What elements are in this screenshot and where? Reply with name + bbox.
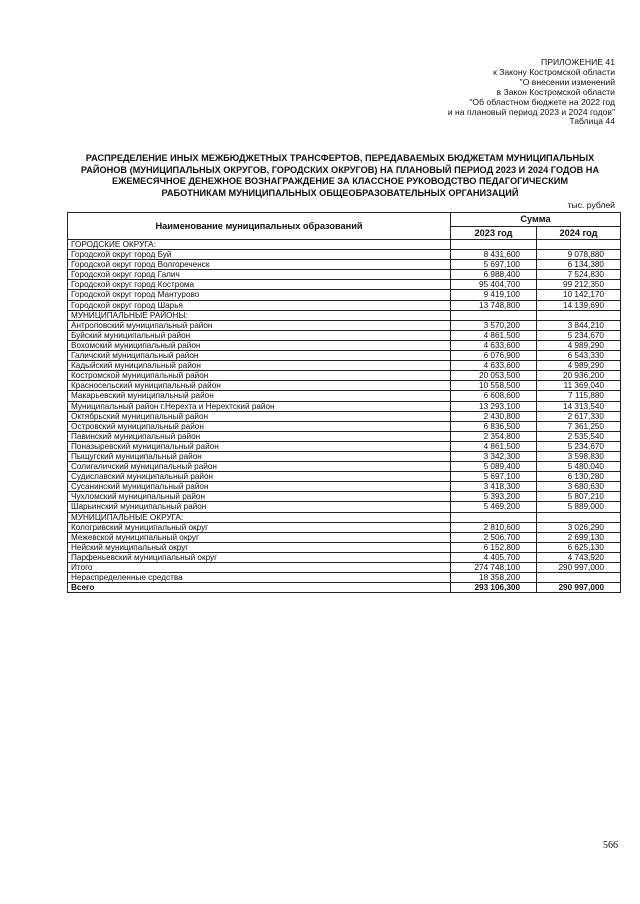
value-2024-cell: 10 142,170 <box>537 290 621 300</box>
table-row <box>68 300 621 310</box>
table-row <box>68 391 621 401</box>
value-2024-cell: 2 617,330 <box>537 411 621 421</box>
row-name-cell: Галичский муниципальный район <box>68 351 451 361</box>
value-2023-cell: 9 419,100 <box>451 290 537 300</box>
value-2024-cell: 99 212,350 <box>537 280 621 290</box>
row-name-cell: Городской округ город Кострома <box>68 280 451 290</box>
table-row <box>68 290 621 300</box>
row-name-cell: Чухломский муниципальный район <box>68 492 451 502</box>
table-row <box>68 451 621 461</box>
header-line: "О внесении изменений <box>519 76 615 87</box>
row-name-cell: Солигаличский муниципальный район <box>68 462 451 472</box>
value-2024-cell: 4 989,290 <box>537 340 621 350</box>
value-2024-cell: 5 234,670 <box>537 441 621 451</box>
row-name-cell: Всего <box>68 583 451 593</box>
value-2024-cell: 3 844,210 <box>537 320 621 330</box>
value-2023-cell: 13 293,100 <box>451 401 537 411</box>
value-2024-cell: 6 625,130 <box>537 542 621 552</box>
table-row <box>68 330 621 340</box>
table-row <box>68 472 621 482</box>
table-row <box>68 482 621 492</box>
value-2024-cell: 3 680,630 <box>537 482 621 492</box>
value-2023-cell <box>451 310 537 320</box>
value-2023-cell: 6 076,900 <box>451 351 537 361</box>
value-2023-cell: 4 633,600 <box>451 340 537 350</box>
row-name-cell: Судиславский муниципальный район <box>68 472 451 482</box>
row-name-cell: Вохомский муниципальный район <box>68 340 451 350</box>
table-row <box>68 351 621 361</box>
value-2023-cell: 4 861,500 <box>451 330 537 340</box>
row-name-cell: Муниципальный район г.Нерехта и Нерехтский район <box>68 401 451 411</box>
total-row <box>68 583 621 593</box>
value-2023-cell: 10 558,500 <box>451 381 537 391</box>
value-2023-cell: 3 418,300 <box>451 482 537 492</box>
table-row <box>68 320 621 330</box>
value-2023-cell: 6 152,800 <box>451 542 537 552</box>
value-2023-cell <box>451 240 537 250</box>
value-2024-cell: 5 807,210 <box>537 492 621 502</box>
value-2023-cell: 6 988,400 <box>451 270 537 280</box>
value-2024-cell: 7 524,830 <box>537 270 621 280</box>
value-2024-cell: 6 543,330 <box>537 351 621 361</box>
row-name-cell: МУНИЦИПАЛЬНЫЕ ОКРУГА: <box>68 512 451 522</box>
table-row <box>68 573 621 583</box>
row-name-cell: Городской округ город Шарья <box>68 300 451 310</box>
value-2024-cell: 2 535,540 <box>537 431 621 441</box>
column-header-2023: 2023 год <box>451 226 537 240</box>
value-2023-cell: 3 570,200 <box>451 320 537 330</box>
value-2024-cell: 5 480,040 <box>537 462 621 472</box>
value-2024-cell: 290 997,000 <box>537 563 621 573</box>
value-2024-cell: 14 313,540 <box>537 401 621 411</box>
row-name-cell: Буйский муниципальный район <box>68 330 451 340</box>
table-row <box>68 532 621 542</box>
table-row <box>68 441 621 451</box>
value-2024-cell: 3 026,290 <box>537 522 621 532</box>
value-2023-cell: 2 354,800 <box>451 431 537 441</box>
row-name-cell: Городской округ город Мантурово <box>68 290 451 300</box>
table-row <box>68 563 621 573</box>
section-row <box>68 512 621 522</box>
row-name-cell: МУНИЦИПАЛЬНЫЕ РАЙОНЫ: <box>68 310 451 320</box>
value-2023-cell: 2 810,600 <box>451 522 537 532</box>
table-row <box>68 462 621 472</box>
row-name-cell: Красносельский муниципальный район <box>68 381 451 391</box>
row-name-cell: ГОРОДСКИЕ ОКРУГА: <box>68 240 451 250</box>
value-2024-cell <box>537 573 621 583</box>
row-name-cell: Поназыревский муниципальный район <box>68 441 451 451</box>
header-line: Таблица 44 <box>569 116 615 127</box>
value-2023-cell: 6 836,500 <box>451 421 537 431</box>
row-name-cell: Городской округ город Буй <box>68 250 451 260</box>
value-2023-cell: 293 106,300 <box>451 583 537 593</box>
table-row <box>68 522 621 532</box>
row-name-cell: Нейский муниципальный округ <box>68 542 451 552</box>
page-number: 566 <box>603 840 618 851</box>
value-2023-cell: 4 633,600 <box>451 361 537 371</box>
value-2023-cell: 95 404,700 <box>451 280 537 290</box>
value-2024-cell: 4 989,290 <box>537 361 621 371</box>
value-2023-cell: 4 861,500 <box>451 441 537 451</box>
value-2023-cell: 5 469,200 <box>451 502 537 512</box>
column-header-2024: 2024 год <box>537 226 621 240</box>
section-row <box>68 310 621 320</box>
row-name-cell: Парфеньевский муниципальный округ <box>68 552 451 562</box>
title-line: РАСПРЕДЕЛЕНИЕ ИНЫХ МЕЖБЮДЖЕТНЫХ ТРАНСФЕРТОВ, ПЕРЕДАВАЕМЫХ БЮДЖЕТАМ МУНИЦИПАЛЬНЫХ <box>85 153 595 163</box>
value-2024-cell: 6 134,380 <box>537 260 621 270</box>
value-2024-cell: 9 078,880 <box>537 250 621 260</box>
row-name-cell: Павинский муниципальный район <box>68 431 451 441</box>
value-2023-cell: 13 748,800 <box>451 300 537 310</box>
value-2024-cell <box>537 512 621 522</box>
value-2024-cell: 11 369,040 <box>537 381 621 391</box>
table-row <box>68 270 621 280</box>
table-row <box>68 361 621 371</box>
table-row <box>68 411 621 421</box>
row-name-cell: Шарьинский муниципальный район <box>68 502 451 512</box>
table-row <box>68 542 621 552</box>
table-row <box>68 492 621 502</box>
header-line: в Закон Костромской области <box>496 86 615 97</box>
value-2024-cell: 20 936,200 <box>537 371 621 381</box>
table-row <box>68 371 621 381</box>
value-2024-cell: 5 889,000 <box>537 502 621 512</box>
value-2023-cell: 18 358,200 <box>451 573 537 583</box>
column-header-name: Наименование муниципальных образований <box>68 213 451 240</box>
row-name-cell: Межевской муниципальный округ <box>68 532 451 542</box>
value-2023-cell: 4 405,700 <box>451 552 537 562</box>
table-row <box>68 280 621 290</box>
row-name-cell: Макарьевский муниципальный район <box>68 391 451 401</box>
table-row <box>68 340 621 350</box>
value-2023-cell <box>451 512 537 522</box>
value-2023-cell: 274 748,100 <box>451 563 537 573</box>
value-2024-cell: 7 361,250 <box>537 421 621 431</box>
title-line: ЕЖЕМЕСЯЧНОЕ ДЕНЕЖНОЕ ВОЗНАГРАЖДЕНИЕ ЗА КЛАССНОЕ РУКОВОДСТВО ПЕДАГОГИЧЕСКИМ <box>111 176 569 187</box>
transfers-table <box>67 212 621 593</box>
table-header-row <box>68 213 621 227</box>
value-2023-cell: 5 393,200 <box>451 492 537 502</box>
table-row <box>68 250 621 260</box>
row-name-cell: Островский муниципальный район <box>68 421 451 431</box>
appendix-header <box>285 58 615 127</box>
value-2023-cell: 5 697,100 <box>451 260 537 270</box>
table-row <box>68 502 621 512</box>
table-row <box>68 381 621 391</box>
header-line: ПРИЛОЖЕНИЕ 41 <box>541 57 615 67</box>
table-row <box>68 552 621 562</box>
row-name-cell: Городской округ город Галич <box>68 270 451 280</box>
value-2023-cell: 5 089,400 <box>451 462 537 472</box>
header-line: к Закону Костромской области <box>493 66 615 77</box>
row-name-cell: Октябрьский муниципальный район <box>68 411 451 421</box>
value-2023-cell: 20 053,500 <box>451 371 537 381</box>
value-2023-cell: 8 431,600 <box>451 250 537 260</box>
section-row <box>68 240 621 250</box>
row-name-cell: Пыщугский муниципальный район <box>68 451 451 461</box>
value-2024-cell: 290 997,000 <box>537 583 621 593</box>
row-name-cell: Кадыйский муниципальный район <box>68 361 451 371</box>
value-2024-cell <box>537 310 621 320</box>
value-2023-cell: 2 506,700 <box>451 532 537 542</box>
row-name-cell: Итого <box>68 563 451 573</box>
value-2024-cell: 5 234,670 <box>537 330 621 340</box>
table-row <box>68 260 621 270</box>
value-2024-cell: 7 115,880 <box>537 391 621 401</box>
row-name-cell: Городской округ город Волгореченск <box>68 260 451 270</box>
units-label: тыс. рублей <box>567 200 615 210</box>
row-name-cell: Нераспределенные средства <box>68 573 451 583</box>
value-2024-cell: 6 130,280 <box>537 472 621 482</box>
value-2024-cell: 2 699,130 <box>537 532 621 542</box>
row-name-cell: Кологривский муниципальный округ <box>68 522 451 532</box>
value-2024-cell: 14 139,690 <box>537 300 621 310</box>
value-2023-cell: 2 430,800 <box>451 411 537 421</box>
table-row <box>68 401 621 411</box>
row-name-cell: Сусанинский муниципальный район <box>68 482 451 492</box>
table-row <box>68 431 621 441</box>
table-body <box>68 240 621 593</box>
table-row <box>68 421 621 431</box>
header-line: "Об областном бюджете на 2022 год <box>469 96 615 107</box>
value-2024-cell: 3 598,830 <box>537 451 621 461</box>
row-name-cell: Антроповский муниципальный район <box>68 320 451 330</box>
document-title <box>60 153 620 199</box>
value-2023-cell: 6 608,600 <box>451 391 537 401</box>
value-2023-cell: 3 342,300 <box>451 451 537 461</box>
value-2024-cell <box>537 240 621 250</box>
row-name-cell: Костромской муниципальный район <box>68 371 451 381</box>
column-header-sum: Сумма <box>451 213 621 227</box>
header-line: и на плановый период 2023 и 2024 годов" <box>447 106 615 117</box>
title-line: РАБОТНИКАМ МУНИЦИПАЛЬНЫХ ОБЩЕОБРАЗОВАТЕЛЬНЫХ ОРГАНИЗАЦИЙ <box>161 187 519 198</box>
title-line: РАЙОНОВ (МУНИЦИПАЛЬНЫХ ОКРУГОВ, ГОРОДСКИХ ОКРУГОВ) НА ПЛАНОВЫЙ ПЕРИОД 2023 И 2024 ГОДОВ НА <box>80 164 600 175</box>
value-2024-cell: 4 743,920 <box>537 552 621 562</box>
value-2023-cell: 5 697,100 <box>451 472 537 482</box>
